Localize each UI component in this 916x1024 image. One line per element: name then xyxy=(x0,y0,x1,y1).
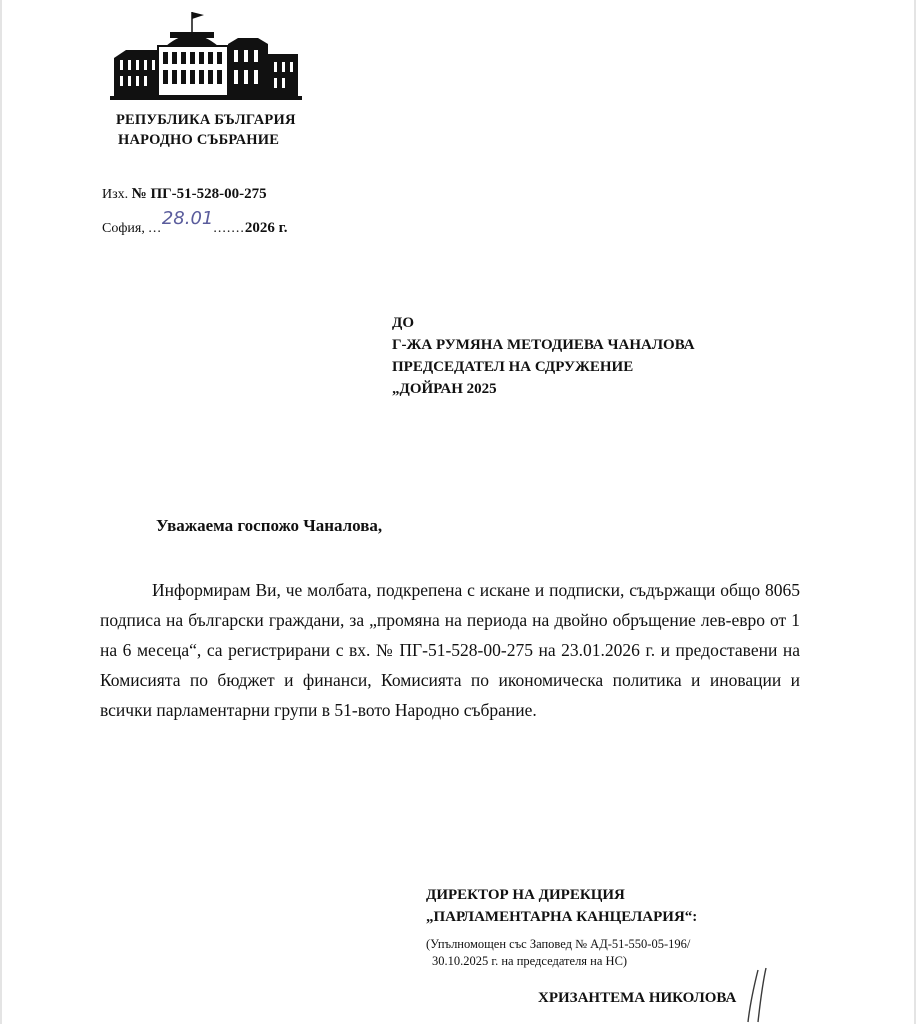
signature-authorization xyxy=(426,936,690,970)
letter-body xyxy=(100,575,800,725)
reference-city: София, xyxy=(102,221,145,236)
date-fill-dots: ... xyxy=(148,221,162,236)
recipient-block xyxy=(392,312,695,400)
recipient-position: ПРЕДСЕДАТЕЛ НА СДРУЖЕНИЕ xyxy=(392,359,634,375)
recipient-to: ДО xyxy=(392,315,414,331)
signature-title xyxy=(426,884,697,928)
recipient-organization: „ДОЙРАН 2025 xyxy=(392,381,497,397)
reference-number: № ПГ-51-528-00-275 xyxy=(131,186,267,202)
outgoing-reference xyxy=(102,186,267,203)
reference-prefix: Изх. xyxy=(102,187,129,202)
salutation: Уважаема госпожо Чаналова, xyxy=(156,516,383,535)
recipient-name: Г-ЖА РУМЯНА МЕТОДИЕВА ЧАНАЛОВА xyxy=(392,337,695,353)
authorization-line1: (Упълномощен със Заповед № АД-51-550-05-196/ xyxy=(426,937,691,951)
letterhead-line-assembly: НАРОДНО СЪБРАНИЕ xyxy=(118,132,280,148)
body-paragraph: Информирам Ви, че молбата, подкрепена с искане и подписки, съдържащи общо 8065 подписа на български граждани, за „промяна на периода на двойно обръщение лев-евро от 1 на 6 месеца“, са регистрирани с вх. № ПГ-51-528-00-275 на 23.01.2026 г. и предоставени на Комисията по бюджет и финанси, Комисията по икономическа политика и иновации и всички парламентарни групи в 51-вото Народно събрание. xyxy=(100,580,800,720)
signatory-name: ХРИЗАНТЕМА НИКОЛОВА xyxy=(538,990,737,1006)
signature-title-line1: ДИРЕКТОР НА ДИРЕКЦИЯ xyxy=(426,887,625,903)
letterhead-line-republic: РЕПУБЛИКА БЪЛГАРИЯ xyxy=(116,112,296,128)
authorization-line2: 30.10.2025 г. на председателя на НС) xyxy=(432,954,628,968)
handwritten-signature xyxy=(730,966,790,1024)
signature-title-line2: „ПАРЛАМЕНТАРНА КАНЦЕЛАРИЯ“: xyxy=(426,909,698,925)
reference-year: 2026 г. xyxy=(244,220,288,236)
left-page-edge xyxy=(0,0,2,1024)
date-fill-dots: ....... xyxy=(213,221,245,236)
national-assembly-building-emblem xyxy=(108,10,304,106)
handwritten-date: 28.01 xyxy=(161,208,214,229)
reference-date-line xyxy=(102,208,288,237)
